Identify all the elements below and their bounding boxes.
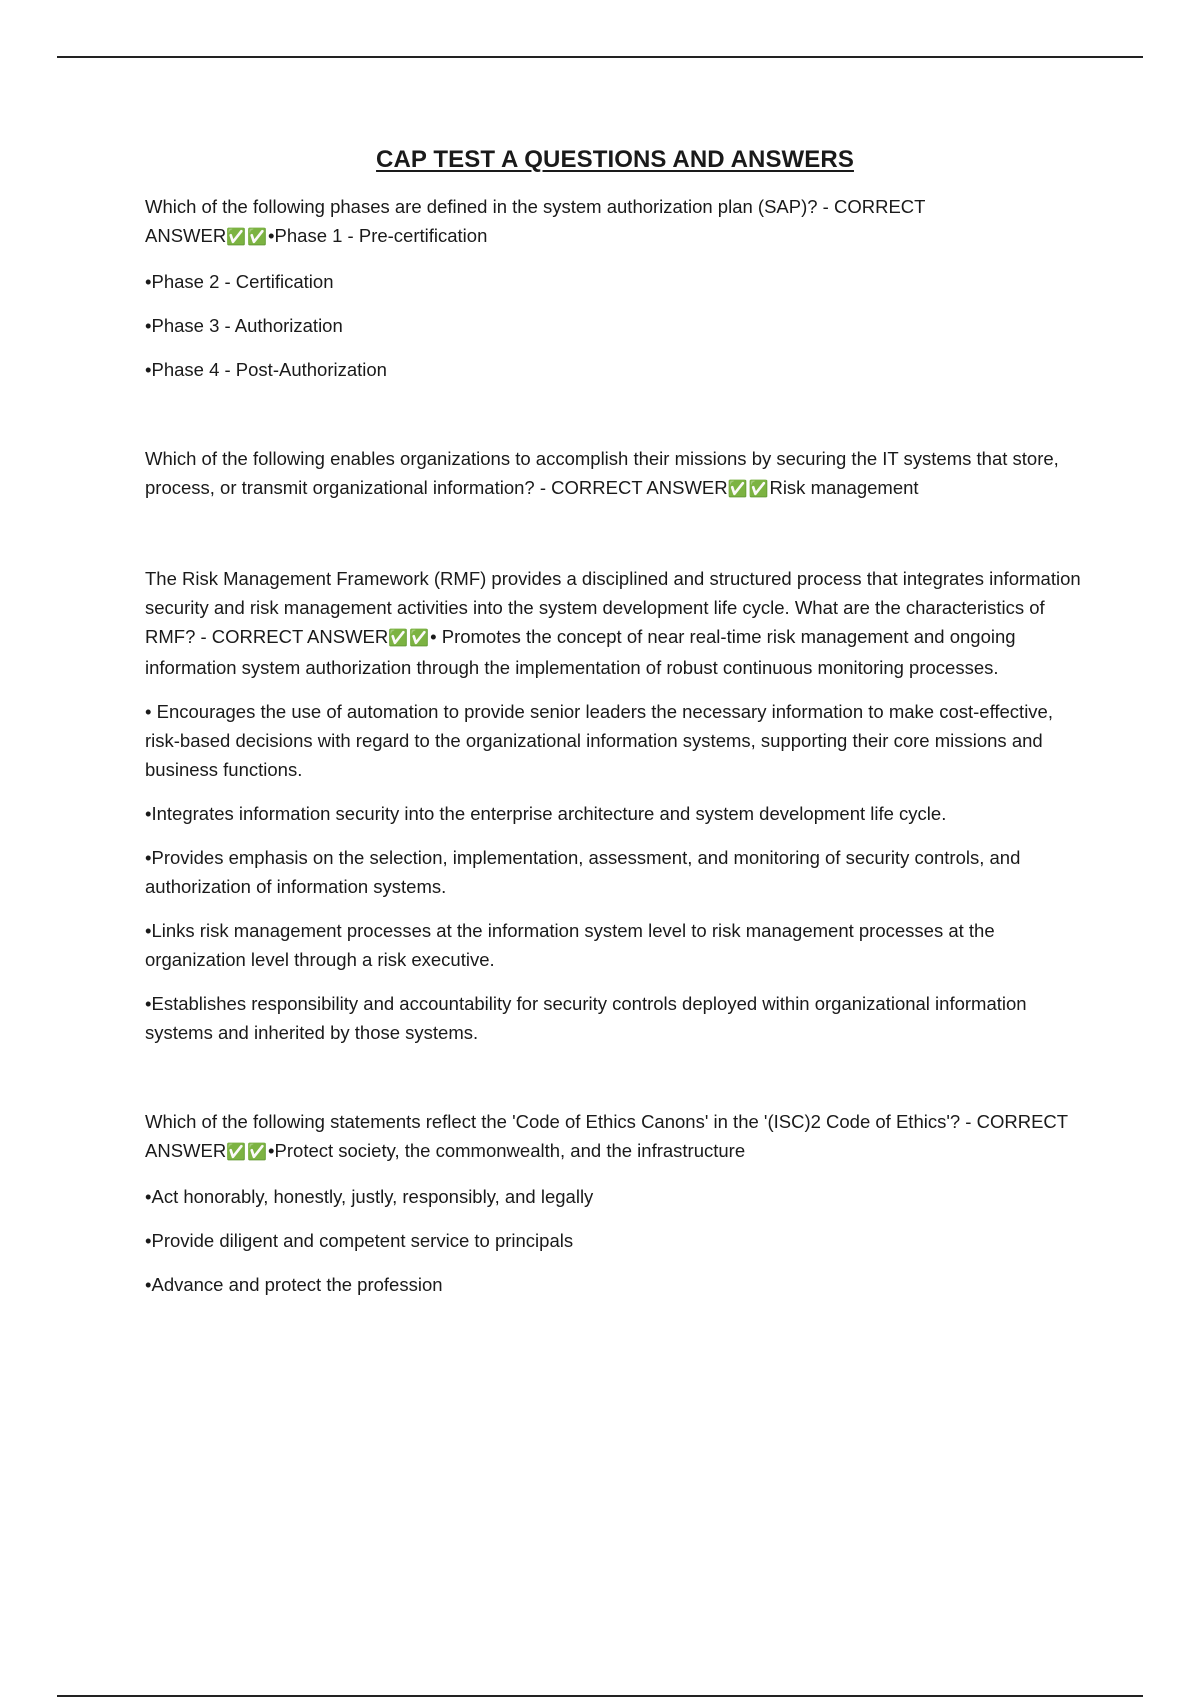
question-text: The Risk Management Framework (RMF) provides a disciplined and structured process that integrates information security and risk management activities into the system development life cycle. What are the characteristics of RMF? - CORRECT ANSWER [145,568,1081,647]
question-text: Which of the following phases are defined in the system authorization plan (SAP)? - CORRECT ANSWER [145,196,926,246]
check-icon: ✅✅ [226,229,269,246]
footer-rule [57,1695,1143,1697]
answer-text: • Promotes the concept of near real-time risk management and ongoing information system authorization through the implementation of robust continuous monitoring processes. [145,626,1016,678]
answer-text: •Phase 1 - Pre-certification [268,225,488,246]
question-paragraph [145,564,1085,682]
header-rule [57,56,1143,58]
question-paragraph [145,444,1085,504]
qa-item [145,192,1085,384]
document-body [145,146,1085,1314]
answer-bullet: •Provide diligent and competent service to principals [145,1230,574,1251]
question-paragraph [145,1107,1085,1167]
page-title: CAP TEST A QUESTIONS AND ANSWERS [376,146,854,173]
question-paragraph [145,192,1085,252]
question-text: Which of the following enables organizations to accomplish their missions by securing the IT systems that store, process, or transmit organizational information? - CORRECT ANSWER [145,448,1059,498]
qa-item [145,1107,1085,1299]
qa-item [145,564,1085,1047]
answer-text: •Protect society, the commonwealth, and the infrastructure [268,1140,746,1161]
answer-bullet: •Phase 3 - Authorization [145,315,343,336]
check-icon: ✅✅ [727,481,770,498]
check-icon: ✅✅ [388,630,431,647]
answer-bullet: •Provides emphasis on the selection, implementation, assessment, and monitoring of security controls, and authorization of information systems. [145,847,1021,897]
answer-bullet: •Phase 2 - Certification [145,271,334,292]
answer-bullet: •Links risk management processes at the information system level to risk management processes at the organization level through a risk executive. [145,920,995,970]
check-icon: ✅✅ [226,1144,269,1161]
answer-text: Risk management [769,477,919,498]
answer-bullet: •Phase 4 - Post-Authorization [145,359,387,380]
answer-bullet: •Integrates information security into the enterprise architecture and system development life cycle. [145,803,947,824]
answer-bullet: •Establishes responsibility and accountability for security controls deployed within organizational information systems and inherited by those systems. [145,993,1027,1043]
answer-bullet: •Act honorably, honestly, justly, responsibly, and legally [145,1186,594,1207]
question-text: Which of the following statements reflect the 'Code of Ethics Canons' in the '(ISC)2 Code of Ethics'? - CORRECT ANSWER [145,1111,1068,1161]
answer-bullet: •Advance and protect the profession [145,1274,443,1295]
answer-bullet: • Encourages the use of automation to provide senior leaders the necessary information to make cost-effective, risk-based decisions with regard to the organizational information systems, supporting their core missions and business functions. [145,701,1053,780]
qa-item [145,444,1085,504]
